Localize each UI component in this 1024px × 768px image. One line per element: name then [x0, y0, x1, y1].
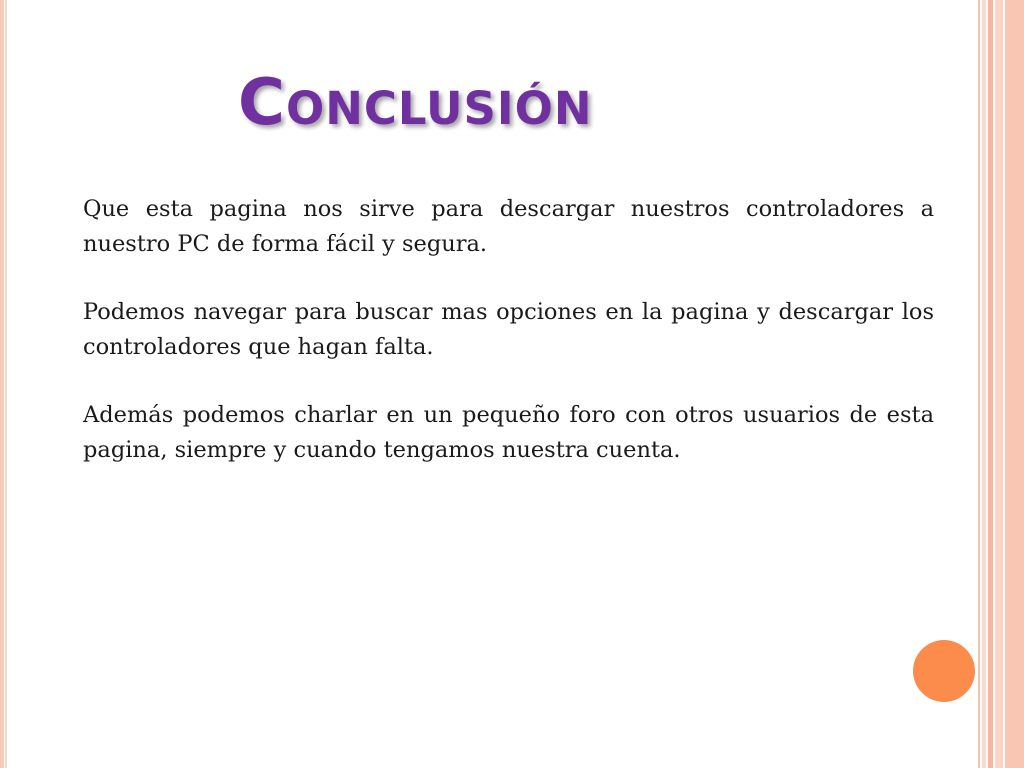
- right-border-stripe: [1005, 0, 1024, 768]
- slide-body: [83, 192, 934, 501]
- decorative-circle: [913, 640, 975, 702]
- left-border-stripe: [0, 0, 4, 768]
- left-border-stripe-inner: [5, 0, 7, 768]
- right-border-stripe: [995, 0, 1003, 768]
- right-border-stripe: [982, 0, 986, 768]
- right-border-stripe: [978, 0, 980, 768]
- paragraph-3: Además podemos charlar en un pequeño foro con otros usuarios de esta pagina, siempre y cuando tengamos nuestra cuenta.: [83, 402, 934, 463]
- paragraph-2: Podemos navegar para buscar mas opciones en la pagina y descargar los controladores que hagan falta.: [83, 299, 934, 360]
- paragraph-1: Que esta pagina nos sirve para descargar nuestros controladores a nuestro PC de forma fácil y segura.: [83, 196, 934, 257]
- slide-title: Conclusión: [238, 66, 593, 140]
- right-border-stripe: [988, 0, 993, 768]
